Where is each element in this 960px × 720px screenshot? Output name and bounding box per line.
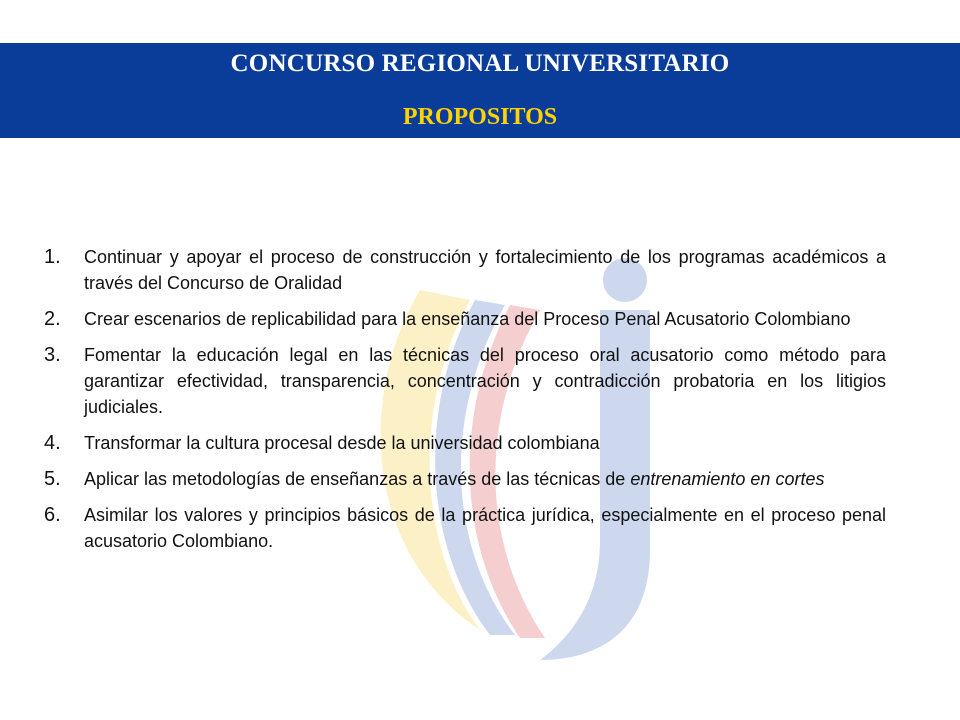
- list-item: [44, 430, 886, 456]
- item-text: Asimilar los valores y principios básicos de la práctica jurídica, especialmente en el proceso penal acusatorio Colombiano.: [84, 505, 886, 551]
- page-subtitle: PROPOSITOS: [402, 104, 558, 130]
- item-text: Aplicar las metodologías de enseñanzas a través de las técnicas de: [84, 469, 626, 489]
- item-text: Fomentar la educación legal en las técnicas del proceso oral acusatorio como método para garantizar efectividad, transparencia, concentración y contradicción probatoria en los litigios judiciales.: [84, 345, 886, 417]
- item-number: 3.: [44, 344, 61, 366]
- item-text-italic: entrenamiento en cortes: [630, 469, 825, 489]
- item-number: 2.: [44, 308, 61, 330]
- item-number: 6.: [44, 504, 61, 526]
- list-item: [44, 342, 886, 420]
- item-text: Transformar la cultura procesal desde la universidad colombiana: [84, 433, 600, 453]
- list-item: [44, 306, 886, 332]
- item-number: 5.: [44, 468, 61, 490]
- purposes-list: [44, 244, 886, 564]
- list-item: [44, 502, 886, 554]
- list-item: [44, 466, 886, 492]
- item-number: 1.: [44, 246, 61, 268]
- item-text: Continuar y apoyar el proceso de construcción y fortalecimiento de los programas académicos a través del Concurso de Oralidad: [84, 247, 886, 293]
- page-title: CONCURSO REGIONAL UNIVERSITARIO: [230, 50, 730, 77]
- item-text: Crear escenarios de replicabilidad para la enseñanza del Proceso Penal Acusatorio Colombiano: [84, 309, 851, 329]
- item-number: 4.: [44, 432, 61, 454]
- list-item: [44, 244, 886, 296]
